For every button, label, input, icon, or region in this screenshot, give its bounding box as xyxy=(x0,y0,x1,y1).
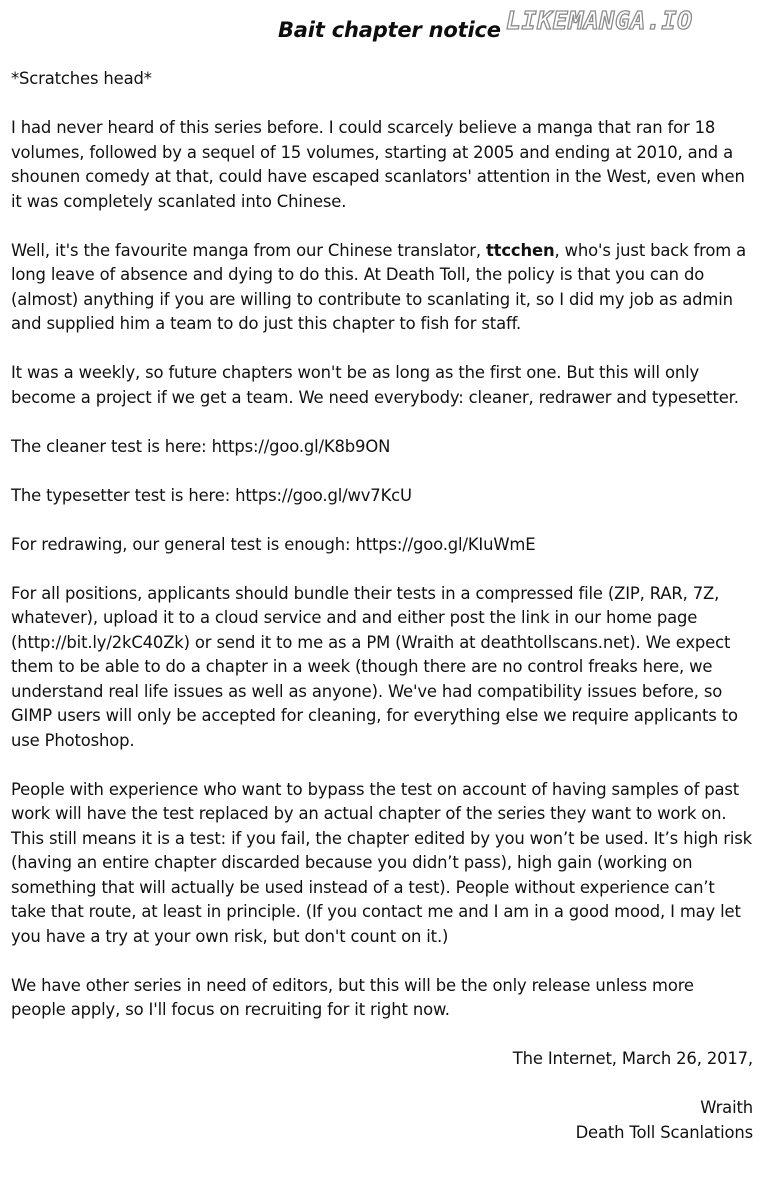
paragraph-closing: We have other series in need of editors, but this will be the only release unless more people apply, so I'll focus on recruiting for it right now. xyxy=(11,975,694,1019)
translator-name: ttcchen xyxy=(485,240,555,260)
cleaner-test-link: The cleaner test is here: https://goo.gl/K8b9ON xyxy=(11,436,391,456)
paragraph-series-background: I had never heard of this series before. I could scarcely believe a manga that ran for 18 volumes, followed by a sequel of 15 volumes, starting at 2005 and ending at 2010, and a shounen comedy at that, could have escaped scanlators' attention in the West, even when it was completely scanlated into Chinese. xyxy=(11,118,745,211)
redrawing-test-link: For redrawing, our general test is enough: https://goo.gl/KIuWmE xyxy=(11,534,536,554)
paragraph-translator xyxy=(11,239,753,337)
signature-group: Death Toll Scanlations xyxy=(575,1122,753,1142)
watermark-logo: LIKEMANGA.IO xyxy=(506,6,693,35)
signature-date: The Internet, March 26, 2017, xyxy=(512,1049,753,1068)
translator-text-before: Well, it's the favourite manga from our Chinese translator, xyxy=(11,240,486,260)
paragraph-experienced-applicants: People with experience who want to bypass the test on account of having samples of past work will have the test replaced by an actual chapter of the series they want to work on. This still means it is a test: if you fail, the chapter edited by you won’t be used. It’s high risk (having an entire chapter discarded because you didn’t pass), high gain (working on something that will actually be used instead of a test). People without experience can’t take that route, at least in principle. (If you contact me and I am in a good mood, I may let you have a try at your own risk, but don't count on it.) xyxy=(11,779,753,946)
typesetter-test-link: The typesetter test is here: https://goo.gl/wv7KcU xyxy=(11,485,412,505)
paragraph-application-instructions: For all positions, applicants should bundle their tests in a compressed file (ZIP, RAR, 7Z, whatever), upload it to a cloud service and and either post the link in our home page (http://bit.ly/2kC40Zk) or send it to me as a PM (Wraith at deathtollscans.net). We expect them to be able to do a chapter in a week (though there are no control freaks here, we understand real life issues as well as anyone). We've had compatibility issues before, so GIMP users will only be accepted for cleaning, for everything else we require applicants to use Photoshop. xyxy=(11,583,738,750)
translator-text-after: , who's just back from a long leave of absence and dying to do this. At Death Toll, the policy is that you can do (almost) anything if you are willing to contribute to scanlating it, so I did my job as admin and supplied him a team to do just this chapter to fish for staff. xyxy=(11,240,747,333)
notice-title: Bait chapter notice xyxy=(278,18,501,42)
paragraph-intro: *Scratches head* xyxy=(11,69,152,88)
paragraph-staff-needed: It was a weekly, so future chapters won't be as long as the first one. But this will only become a project if we get a team. We need everybody: cleaner, redrawer and typesetter. xyxy=(11,363,739,407)
signature-block xyxy=(11,1096,753,1145)
notice-body xyxy=(11,67,753,1170)
signature-name: Wraith xyxy=(700,1098,753,1117)
